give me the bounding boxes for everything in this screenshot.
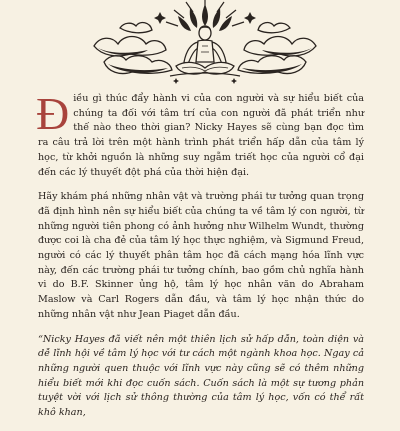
review-quote: “Nicky Hayes đã viết nên một thiên lịch sử hấp dẫn, toàn diện và dễ lĩnh hội về tâm lý học với tư cách một ngành khoa học. Ngay cả những người quen thuộc với lĩnh vực này cũng sẽ có thêm những hiểu biết mới khi đọc cuốn sách. Cuốn sách là một sự tương phản tuyệt vời với lịch sử thông thường của tâm lý học, vốn có thể rất khô khan, bbox=[38, 333, 364, 419]
description-text bbox=[36, 88, 364, 431]
left-clouds bbox=[94, 23, 172, 74]
meditating-figure bbox=[170, 26, 240, 77]
intro-paragraph bbox=[36, 88, 364, 180]
drop-cap: Đ bbox=[36, 88, 70, 139]
intro-text: iều gì thúc đẩy hành vi của con người và sự hiểu biết của chúng ta đối với tâm trí của con người đã phát triển như thế nào theo thời gian? Nicky Hayes sẽ cùng bạn đọc tìm ra câu trả lời trên một hành trình phát triển hấp dẫn của tâm lý học, từ khởi nguồn là những suy ngẫm triết học của người cổ đại đến các lý thuyết đột phá của thời hiện đại. bbox=[38, 93, 364, 178]
meditating-figure-with-clouds-icon bbox=[90, 0, 320, 84]
body-paragraph: Hãy khám phá những nhân vật và trường phái tư tưởng quan trọng đã định hình nên sự hiểu biết của chúng ta về tâm lý con người, từ những người tiên phong có ảnh hưởng như Wilhelm Wundt, thường được coi là cha đẻ của tâm lý học thực nghiệm, và Sigmund Freud, người có các lý thuyết phân tâm học đã cách mạng hóa lĩnh vực này, đến các trường phái tư tưởng chính, bao gồm chủ nghĩa hành vi do B.F. Skinner ủng hộ, tâm lý học nhân văn do Abraham Maslow và Carl Rogers dẫn đầu, và tâm lý học nhận thức do những nhân vật như Jean Piaget dẫn đầu. bbox=[38, 191, 364, 320]
right-clouds bbox=[238, 23, 316, 74]
